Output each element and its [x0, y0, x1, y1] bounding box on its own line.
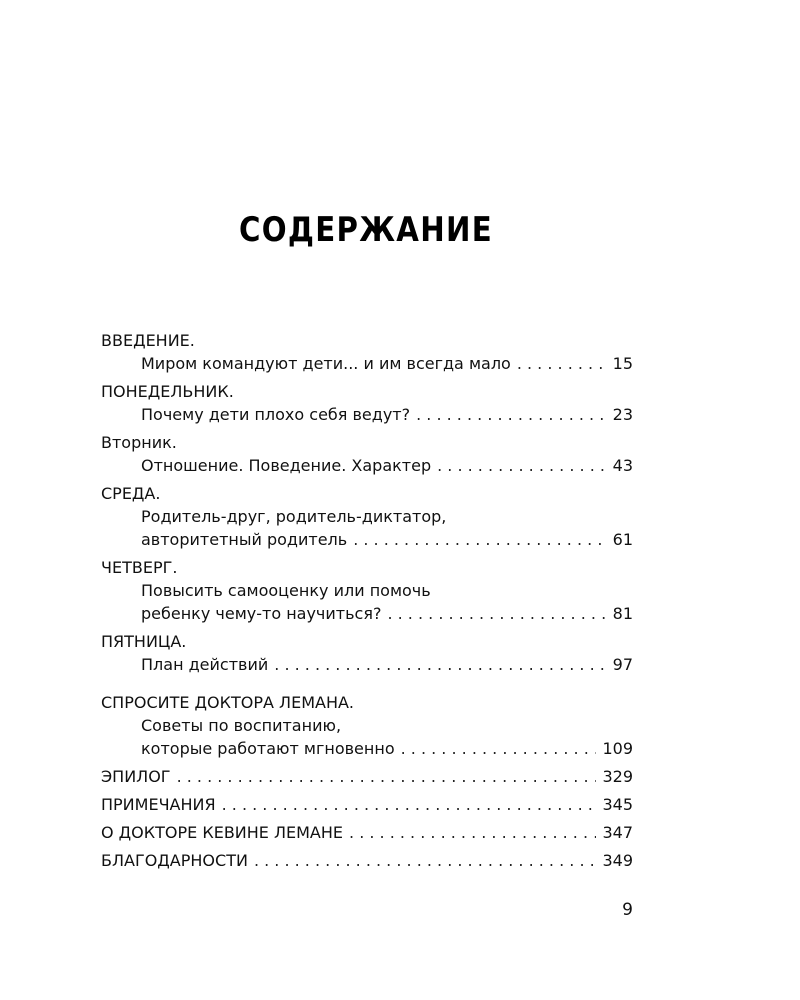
toc-section-thursday	[101, 556, 633, 625]
dot-leader	[416, 403, 607, 426]
toc-entry-title: Почему дети плохо себя ведут?	[141, 405, 411, 424]
toc-entry[interactable]	[101, 352, 633, 375]
toc-page-number: 349	[602, 851, 633, 870]
toc-section-heading: СПРОСИТЕ ДОКТОРА ЛЕМАНА.	[101, 693, 355, 712]
toc-section-monday	[101, 380, 633, 426]
toc-entry-title: которые работают мгновенно	[141, 739, 395, 758]
toc-page-number: 61	[612, 530, 633, 549]
toc-entry-title: План действий	[141, 655, 269, 674]
toc-entry[interactable]	[101, 653, 633, 676]
toc-page-number: 329	[602, 767, 633, 786]
toc-entry[interactable]	[101, 454, 633, 477]
toc-section-heading: ВВЕДЕНИЕ.	[101, 331, 195, 350]
toc-section-heading: СРЕДА.	[101, 484, 161, 503]
dot-leader	[401, 737, 597, 760]
toc-section-wednesday	[101, 482, 633, 551]
toc-page-number: 97	[612, 655, 633, 674]
page-title: СОДЕРЖАНИЕ	[238, 210, 493, 250]
toc-entry-epilogue[interactable]	[101, 765, 633, 788]
toc-page-number: 43	[612, 456, 633, 475]
toc-entry-title: Миром командуют дети... и им всегда мало	[141, 354, 511, 373]
toc-entry-title: ПРИМЕЧАНИЯ	[101, 795, 216, 814]
dot-leader	[254, 849, 597, 872]
toc-section-heading: ПЯТНИЦА.	[101, 632, 187, 651]
toc-entry-first-line[interactable]: Повысить самооценку или помочь	[141, 581, 431, 600]
toc-section-introduction	[101, 329, 633, 375]
dot-leader	[353, 528, 606, 551]
dot-leader	[222, 793, 597, 816]
toc-entry[interactable]	[101, 737, 633, 760]
toc-page-number: 345	[602, 795, 633, 814]
toc-entry-first-line[interactable]: Советы по воспитанию,	[141, 716, 342, 735]
toc-section-heading: Вторник.	[101, 433, 177, 452]
toc-entry-notes[interactable]	[101, 793, 633, 816]
dot-leader	[387, 602, 606, 625]
toc-entry[interactable]	[101, 528, 633, 551]
toc-entry-first-line[interactable]: Родитель-друг, родитель-диктатор,	[141, 507, 447, 526]
toc-entry-title: О ДОКТОРЕ КЕВИНЕ ЛЕМАНЕ	[101, 823, 344, 842]
toc-section-ask-doctor	[101, 691, 633, 760]
dot-leader	[437, 454, 607, 477]
toc-page-number: 23	[612, 405, 633, 424]
folio-page-number: 9	[622, 900, 633, 920]
dot-leader	[517, 352, 607, 375]
toc-entry-title: авторитетный родитель	[141, 530, 348, 549]
toc-entry[interactable]	[101, 602, 633, 625]
toc-section-tuesday	[101, 431, 633, 477]
dot-leader	[177, 765, 597, 788]
toc-page-number: 109	[602, 739, 633, 758]
dot-leader	[349, 821, 596, 844]
toc-entry-title: ЭПИЛОГ	[101, 767, 171, 786]
toc-page-number: 81	[612, 604, 633, 623]
toc-entry[interactable]	[101, 403, 633, 426]
toc-entry-about-author[interactable]	[101, 821, 633, 844]
toc-page-number: 15	[612, 354, 633, 373]
toc-entry-title: БЛАГОДАРНОСТИ	[101, 851, 248, 870]
toc-section-friday	[101, 630, 633, 676]
toc-section-heading: ЧЕТВЕРГ.	[101, 558, 178, 577]
toc-page-number: 347	[602, 823, 633, 842]
toc-entry-title: ребенку чему-то научиться?	[141, 604, 382, 623]
dot-leader	[274, 653, 606, 676]
toc-entry-title: Отношение. Поведение. Характер	[141, 456, 432, 475]
toc-section-heading: ПОНЕДЕЛЬНИК.	[101, 382, 234, 401]
toc-entry-acknowledgements[interactable]	[101, 849, 633, 872]
table-of-contents	[101, 329, 633, 877]
